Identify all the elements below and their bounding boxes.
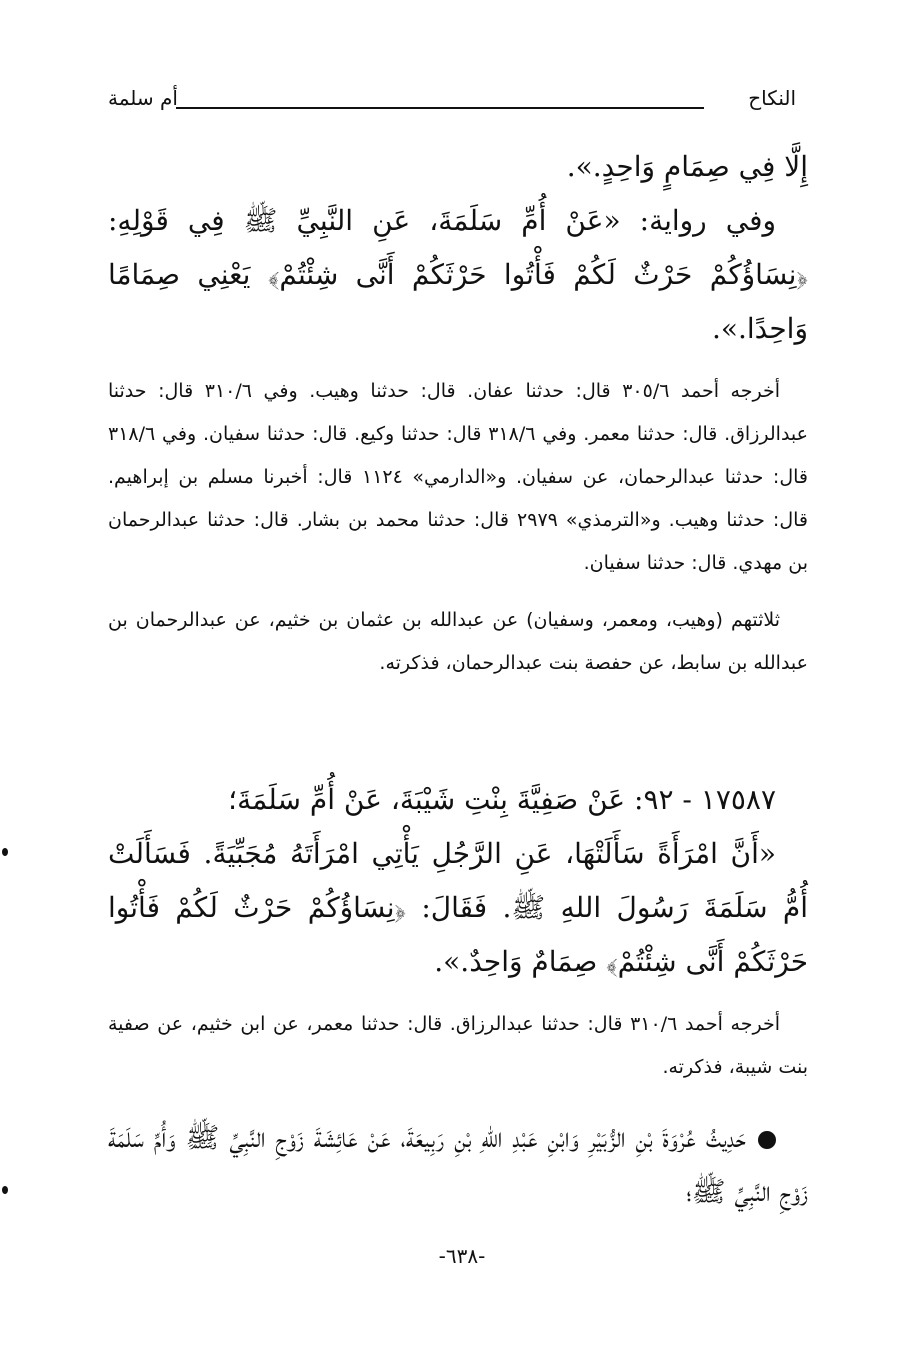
bullet-icon <box>758 1131 776 1149</box>
margin-mark-icon <box>2 848 8 856</box>
page-body <box>108 140 808 1219</box>
chapter-title: النكاح <box>748 86 796 110</box>
running-header <box>108 86 796 116</box>
header-rule <box>176 107 704 109</box>
section-title: أم سلمة <box>108 86 178 110</box>
hadith-section-heading <box>108 1111 808 1219</box>
hadith-section-text: حَدِيثُ عُرْوَةَ بْنِ الزُّبَيْرِ وَابْنِ عَبْدِ اللهِ بْنِ رَبِيعَةَ، عَنْ عَائِشَةَ زَوْجِ النَّبِيِّ ﷺ وَأُمِّ سَلَمَةَ زَوْجِ النَّبِيِّ ﷺ؛ <box>108 1121 808 1208</box>
takhrij-note: أخرجه أحمد ٣٠٥/٦ قال: حدثنا عفان. قال: حدثنا وهيب. وفي ٣١٠/٦ قال: حدثنا عبدالرزاق. قال: حدثنا معمر. وفي ٣١٨/٦ قال: حدثنا وكيع. قال: حدثنا سفيان. وفي ٣١٨/٦ قال: حدثنا عبدالرحمان، عن سفيان. و«الدارمي» ١١٢٤ قال: أخبرنا مسلم بن إبراهيم. قال: حدثنا وهيب. و«الترمذي» ٢٩٧٩ قال: حدثنا محمد بن بشار. قال: حدثنا عبدالرحمان بن مهدي. قال: حدثنا سفيان. <box>108 380 808 574</box>
takhrij-note-2: أخرجه أحمد ٣١٠/٦ قال: حدثنا عبدالرزاق. قال: حدثنا معمر، عن ابن خثيم، عن صفية بنت شيبة، فذكرته. <box>108 1013 808 1078</box>
hadith-text: «أَنَّ امْرَأَةً سَأَلَتْهَا، عَنِ الرَّجُلِ يَأْتِي امْرَأَتَهُ مُجَبِّيَةً. فَسَأَلَتْ أُمُّ سَلَمَةَ رَسُولَ اللهِ ﷺ. فَقَالَ: ﴿نِسَاؤُكُمْ حَرْثٌ لَكُمْ فَأْتُوا حَرْثَكُمْ أَنَّى شِئْتُمْ﴾ صِمَامٌ وَاحِدٌ.». <box>108 837 808 978</box>
margin-mark-icon <box>2 1186 8 1194</box>
isnad-note: ثلاثتهم (وهيب، ومعمر، وسفيان) عن عبدالله بن عثمان بن خثيم، عن عبدالرحمان بن عبدالله بن سابط، عن حفصة بنت عبدالرحمان، فذكرته. <box>108 609 808 674</box>
hadith-text-continuation: إِلَّا فِي صِمَامٍ وَاحِدٍ.». <box>566 150 808 183</box>
hadith-heading: ١٧٥٨٧ - ٩٢: عَنْ صَفِيَّةَ بِنْتِ شَيْبَةَ، عَنْ أُمِّ سَلَمَةَ؛ <box>228 783 776 816</box>
page-number: -٦٣٨- <box>438 1244 486 1268</box>
hadith-variant-text: وفي رواية: «عَنْ أُمِّ سَلَمَةَ، عَنِ النَّبِيِّ ﷺ فِي قَوْلِهِ: ﴿نِسَاؤُكُمْ حَرْثٌ لَكُمْ فَأْتُوا حَرْثَكُمْ أَنَّى شِئْتُمْ﴾ يَعْنِي صِمَامًا وَاحِدًا.». <box>108 204 808 345</box>
